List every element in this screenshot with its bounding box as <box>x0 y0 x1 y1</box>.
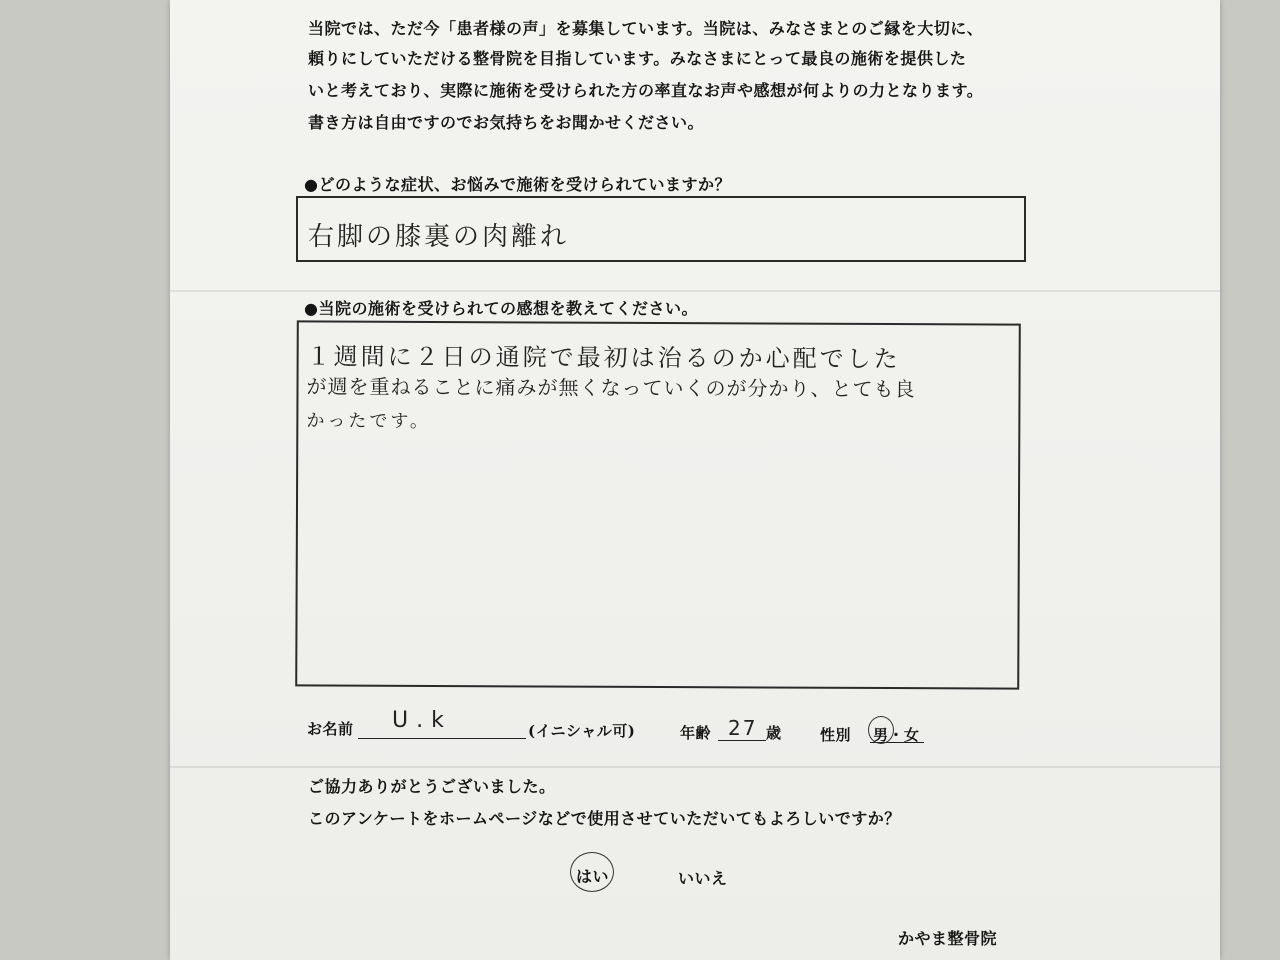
impression-answer-line-1: １週間に２日の通院で最初は治るのか心配でした <box>306 342 901 374</box>
name-underline <box>358 738 526 739</box>
symptom-answer-box <box>296 196 1026 262</box>
initial-note: (イニシャル可) <box>528 722 636 740</box>
intro-line-4: 書き方は自由ですのでお気持ちをお聞かせください。 <box>308 113 705 132</box>
age-value: 27 <box>728 716 758 740</box>
question-impression-label: ●当院の施術を受けられての感想を教えてください。 <box>304 299 698 318</box>
age-underline <box>718 740 766 741</box>
clinic-name: かやま整骨院 <box>898 929 998 948</box>
permission-no: いいえ <box>678 869 728 888</box>
symptom-answer-text: 右脚の膝裏の肉離れ <box>308 222 570 252</box>
intro-line-1: 当院では、ただ今「患者様の声」を募集しています。当院は、みなさまとのご縁を大切に、 <box>308 19 984 38</box>
age-label: 年齢 <box>680 724 712 742</box>
intro-line-3: いと考えており、実際に施術を受けられた方の率直なお声や感想が何よりの力となります。 <box>308 81 984 100</box>
impression-answer-box <box>295 320 1021 689</box>
name-value: U.k <box>392 708 452 733</box>
paper-fold-line <box>170 766 1220 768</box>
permission-yes: はい <box>576 867 610 886</box>
thanks-text: ご協力ありがとうございました。 <box>308 777 556 796</box>
name-label: お名前 <box>307 720 354 738</box>
impression-answer-line-2: が週を重ねることに痛みが無くなっていくのが分かり、とても良 <box>306 374 916 402</box>
question-symptom-label: ●どのような症状、お悩みで施術を受けられていますか？ <box>304 175 731 194</box>
paper-fold-line <box>170 290 1220 292</box>
permission-question: このアンケートをホームページなどで使用させていただいてもよろしいですか？ <box>308 809 901 828</box>
age-unit: 歳 <box>766 724 782 742</box>
gender-options: 男・女 <box>873 726 920 744</box>
intro-line-2: 頼りにしていただける整骨院を目指しています。みなさまにとって最良の施術を提供した <box>308 49 967 68</box>
permission-selected-circle <box>570 852 614 892</box>
gender-label: 性別 <box>820 726 852 744</box>
gender-selected-circle <box>868 716 894 744</box>
impression-answer-line-3: かったです。 <box>306 410 431 433</box>
